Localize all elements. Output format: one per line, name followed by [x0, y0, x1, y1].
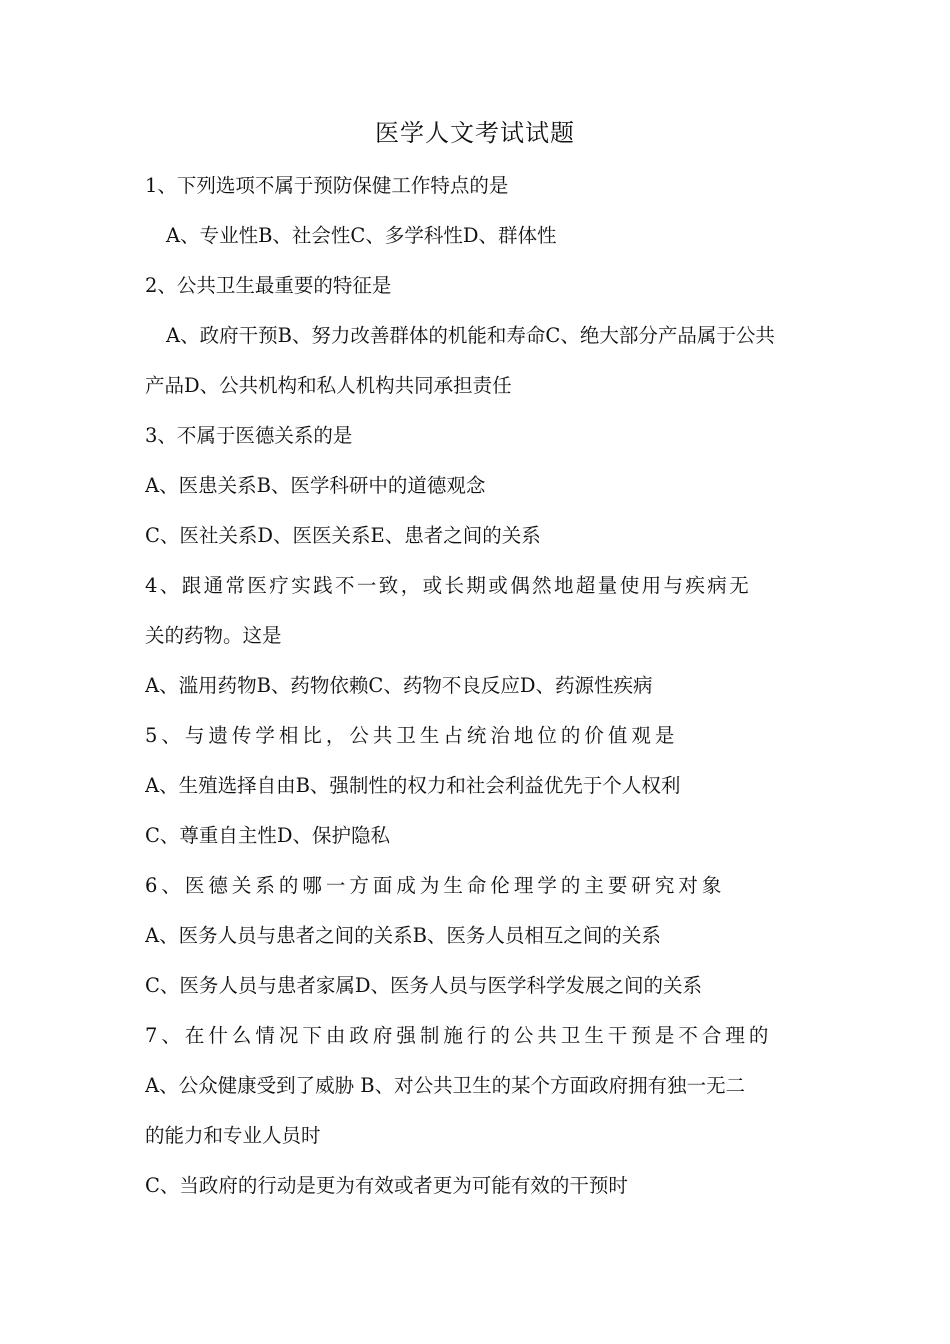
question-2-options: A、政府干预B、努力改善群体的机能和寿命C、绝大部分产品属于公共: [166, 324, 775, 347]
question-2-options-cont: 产品D、公共机构和私人机构共同承担责任: [145, 374, 512, 397]
question-4-stem-cont: 关的药物。这是: [145, 624, 282, 647]
question-6-options-a: A、医务人员与患者之间的关系B、医务人员相互之间的关系: [145, 924, 661, 947]
question-5-stem: 5、与遗传学相比，公共卫生占统治地位的价值观是: [145, 724, 679, 747]
question-list: [145, 168, 813, 1218]
question-3-options-a: A、医患关系B、医学科研中的道德观念: [145, 474, 486, 497]
question-3-options-c: C、医社关系D、医医关系E、患者之间的关系: [145, 524, 541, 547]
question-1-options: A、专业性B、社会性C、多学科性D、群体性: [166, 224, 557, 247]
question-3-stem: 3、不属于医德关系的是: [145, 424, 353, 447]
question-7-stem: 7、在什么情况下由政府强制施行的公共卫生干预是不合理的: [145, 1024, 773, 1047]
question-4-options: A、滥用药物B、药物依赖C、药物不良反应D、药源性疾病: [145, 674, 653, 697]
question-6-options-c: C、医务人员与患者家属D、医务人员与医学科学发展之间的关系: [145, 974, 703, 997]
question-7-options-a: A、公众健康受到了威胁 B、对公共卫生的某个方面政府拥有独一无二: [145, 1074, 746, 1097]
question-7-options-c: C、当政府的行动是更为有效或者更为可能有效的干预时: [145, 1174, 628, 1197]
question-5-options-c: C、尊重自主性D、保护隐私: [145, 824, 391, 847]
document-title: 医学人文考试试题: [375, 119, 575, 147]
question-4-stem: 4、跟通常医疗实践不一致，或长期或偶然地超量使用与疾病无: [145, 574, 752, 597]
question-7-options-a-cont: 的能力和专业人员时: [145, 1124, 321, 1147]
question-6-stem: 6、医德关系的哪一方面成为生命伦理学的主要研究对象: [145, 874, 726, 897]
question-1-stem: 1、下列选项不属于预防保健工作特点的是: [145, 174, 509, 197]
question-5-options-a: A、生殖选择自由B、强制性的权力和社会利益优先于个人权利: [145, 774, 681, 797]
question-2-stem: 2、公共卫生最重要的特征是: [145, 274, 392, 297]
